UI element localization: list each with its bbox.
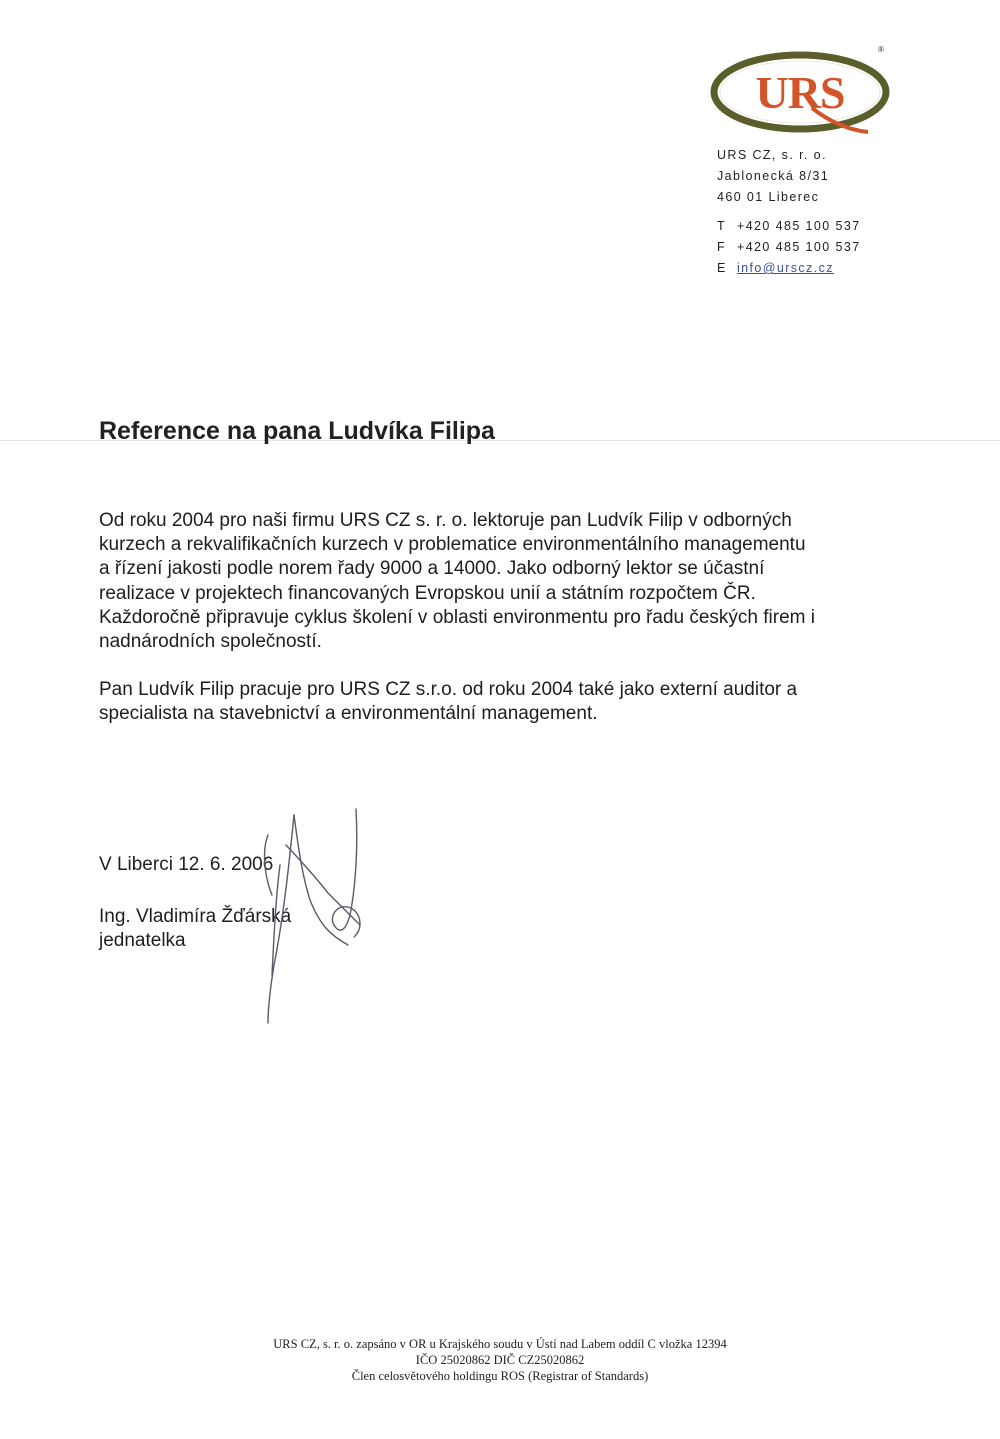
- letter-footer: [0, 1336, 1000, 1384]
- email-key: E: [717, 261, 727, 275]
- sender-address: [717, 145, 829, 208]
- contact-fax-row: [717, 237, 861, 258]
- paragraph1-line: kurzech a rekvalifikačních kurzech v problematice environmentálního managementu: [99, 534, 806, 556]
- phone-number: +420 485 100 537: [737, 219, 861, 233]
- sender-street: Jablonecká 8/31: [717, 169, 830, 183]
- urs-logo: [708, 42, 894, 140]
- sender-contact: [717, 216, 861, 279]
- svg-text:URS: URS: [755, 67, 845, 118]
- phone-key: T: [717, 219, 727, 233]
- fax-key: F: [717, 240, 727, 254]
- letter-body: [99, 509, 929, 727]
- email-link[interactable]: info@urscz.cz: [737, 261, 834, 275]
- sender-city: 460 01 Liberec: [717, 190, 820, 204]
- sender-company: URS CZ, s. r. o.: [717, 148, 827, 162]
- paragraph1-line: Každoročně připravuje cyklus školení v oblasti environmentu pro řadu českých firem i: [99, 606, 815, 628]
- paragraph1-line: nadnárodních společností.: [99, 631, 322, 653]
- paragraph2-line: Pan Ludvík Filip pracuje pro URS CZ s.r.o. od roku 2004 také jako externí auditor a: [99, 679, 798, 701]
- footer-membership: Člen celosvětového holdingu ROS (Registrar of Standards): [351, 1369, 649, 1383]
- contact-email-row: [717, 258, 861, 279]
- paragraph1-line: realizace v projektech financovaných Evropskou unií a státním rozpočtem ČR.: [99, 582, 756, 604]
- footer-registration: URS CZ, s. r. o. zapsáno v OR u Krajského soudu v Ústí nad Labem oddíl C vložka 12394: [273, 1337, 727, 1351]
- svg-text:®: ®: [878, 45, 884, 54]
- footer-ids: IČO 25020862 DIČ CZ25020862: [415, 1353, 585, 1367]
- letter-title: Reference na pana Ludvíka Filipa: [99, 417, 495, 445]
- paragraph2-line: specialista na stavebnictví a environmentální management.: [99, 703, 598, 725]
- contact-phone-row: [717, 216, 861, 237]
- paragraph-gap: [99, 654, 929, 678]
- signature-graphic: [250, 805, 375, 1030]
- signer-role: jednatelka: [99, 930, 186, 951]
- signer-name: Ing. Vladimíra Žďárská: [99, 906, 292, 927]
- paragraph1-line: a řízení jakosti podle norem řady 9000 a 14000. Jako odborný lektor se účastní: [99, 558, 765, 580]
- handwritten-signature: [250, 805, 375, 1030]
- fax-number: +420 485 100 537: [737, 240, 861, 254]
- paragraph1-line: Od roku 2004 pro naši firmu URS CZ s. r. o. lektoruje pan Ludvík Filip v odborných: [99, 510, 792, 531]
- place-date: V Liberci 12. 6. 2006: [99, 854, 274, 875]
- urs-logo-graphic: [708, 42, 894, 140]
